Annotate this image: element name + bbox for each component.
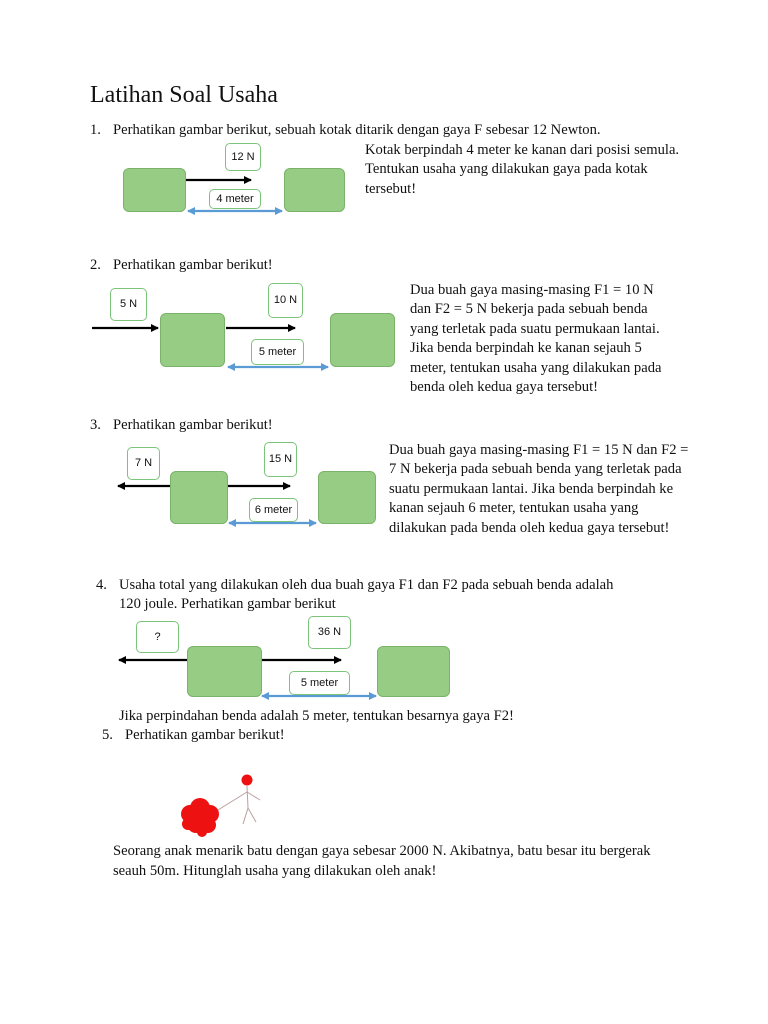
stone-icon xyxy=(181,798,219,837)
q5-line3: seauh 50m. Hitunglah usaha yang dilakukan oleh anak! xyxy=(113,863,437,879)
q2-right-force-label: 10 N xyxy=(268,283,303,318)
q3-box-initial xyxy=(170,471,228,524)
q3-box-final xyxy=(318,471,376,524)
q3-number: 3. xyxy=(90,417,101,433)
q4-left-force-label: ? xyxy=(136,621,179,653)
q1-distance-label: 4 meter xyxy=(209,189,261,209)
q5-line1: Perhatikan gambar berikut! xyxy=(125,727,285,743)
q2-paragraph: Dua buah gaya masing-masing F1 = 10 N dan F2 = 5 N bekerja pada sebuah benda yang terletak pada suatu permukaan lantai. Jika benda berpindah ke kanan sejauh 5 meter, tentukan usaha yang dilakukan pada benda oleh kedua gaya tersebut! xyxy=(410,282,662,396)
q2-box-final xyxy=(330,313,395,367)
q3-distance-label: 6 meter xyxy=(249,498,298,522)
q4-number: 4. xyxy=(96,577,107,593)
child-figure-icon xyxy=(218,786,260,824)
q2-number: 2. xyxy=(90,257,101,273)
q1-number: 1. xyxy=(90,122,101,138)
q2-line1: Perhatikan gambar berikut! xyxy=(113,257,273,273)
q1-box-initial xyxy=(123,168,186,212)
q4-right-force-label: 36 N xyxy=(308,616,351,649)
q4-box-initial xyxy=(187,646,262,697)
q3-line1: Perhatikan gambar berikut! xyxy=(113,417,273,433)
child-pulling-stone-illustration xyxy=(176,752,276,842)
q5-number: 5. xyxy=(102,727,113,743)
q4-question: Jika perpindahan benda adalah 5 meter, tentukan besarnya gaya F2! xyxy=(119,708,514,724)
q3-left-force-label: 7 N xyxy=(127,447,160,480)
q1-line1: Perhatikan gambar berikut, sebuah kotak ditarik dengan gaya F sebesar 12 Newton. xyxy=(113,122,601,138)
q2-left-force-label: 5 N xyxy=(110,288,147,321)
q4-line2: 120 joule. Perhatikan gambar berikut xyxy=(119,596,336,612)
q3-paragraph: Dua buah gaya masing-masing F1 = 15 N dan F2 = 7 N bekerja pada sebuah benda yang terletak pada suatu permukaan lantai. Jika benda berpindah ke kanan sejauh 6 meter, tentukan usaha yang dilakukan pada benda oleh kedua gaya tersebut! xyxy=(389,442,689,536)
q4-distance-label: 5 meter xyxy=(289,671,350,695)
q3-right-force-label: 15 N xyxy=(264,442,297,477)
q4-line1: Usaha total yang dilakukan oleh dua buah gaya F1 dan F2 pada sebuah benda adalah xyxy=(119,577,614,593)
q1-force-label: 12 N xyxy=(225,143,261,171)
q4-box-final xyxy=(377,646,450,697)
q2-box-initial xyxy=(160,313,225,367)
q2-distance-label: 5 meter xyxy=(251,339,304,365)
q5-line2: Seorang anak menarik batu dengan gaya sebesar 2000 N. Akibatnya, batu besar itu bergerak xyxy=(113,843,651,859)
q1-paragraph: Kotak berpindah 4 meter ke kanan dari posisi semula. Tentukan usaha yang dilakukan gaya pada kotak tersebut! xyxy=(365,142,680,197)
q1-box-final xyxy=(284,168,345,212)
page-title: Latihan Soal Usaha xyxy=(90,82,278,108)
child-head-icon xyxy=(242,775,253,786)
